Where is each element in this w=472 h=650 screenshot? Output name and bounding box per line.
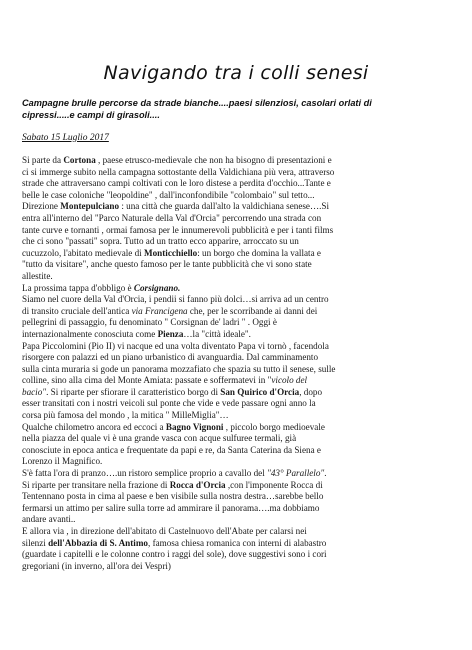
text-run: di transito cruciale dell'antica xyxy=(22,305,132,316)
text-run: belle le case coloniche "leopoldine" , dall'inconfondibile "colombaio" sul tetto... xyxy=(22,189,315,200)
body-text-line xyxy=(22,364,452,376)
text-run: , piccolo borgo medioevale xyxy=(223,421,325,432)
text-run: nella piazza del quale vi è una grande vasca con acque sulfuree termali, già xyxy=(22,433,297,444)
text-run: . Si riparte per sfiorare il caratteristico borgo di xyxy=(46,386,221,397)
text-run: La prossima tappa d'obbligo è xyxy=(22,282,134,293)
text-run: Lorenzo il Magnifico. xyxy=(22,456,103,467)
body-text-line xyxy=(22,341,452,353)
place-name: dell'Abbazia di S. Antimo xyxy=(48,537,148,548)
text-run: . xyxy=(324,468,327,479)
text-run: allestite. xyxy=(22,270,53,281)
body-text-line xyxy=(22,387,452,399)
body-text-line xyxy=(22,271,452,283)
text-run: gregoriani (in inverno, all'ora dei Vespri) xyxy=(22,560,171,571)
body-text-line xyxy=(22,352,452,364)
text-run: entra all'interno del "Parco Naturale della Val d'Orcia" percorrendo una strada con xyxy=(22,212,322,223)
body-text-line xyxy=(22,503,452,515)
text-run: fermarsi un attimo per salire sulla torre ad ammirare il panorama….ma dobbiamo xyxy=(22,502,320,513)
body-text-line xyxy=(22,283,452,295)
body-text-line xyxy=(22,561,452,573)
text-run: ,con l'imponente Rocca di xyxy=(225,479,323,490)
document-subtitle xyxy=(22,97,454,121)
emphasis-text: vicolo del xyxy=(271,375,308,386)
place-name: Bagno Vignoni xyxy=(165,421,224,432)
body-text-line xyxy=(22,468,452,480)
body-text-line xyxy=(22,201,452,213)
text-run: ci si immerge subito nella campagna sottostante della Valdichiana più vera, attraverso xyxy=(22,166,335,177)
text-run: cucuzzolo, l'abitato medievale di xyxy=(22,247,144,258)
text-run: Papa Piccolomini (Pio II) vi nacque ed una volta diventato Papa vi tornò , facendola xyxy=(22,340,329,351)
text-run: Si parte da xyxy=(22,155,64,165)
text-run: E allora via , in direzione dell'abitato di Castelnuovo dell'Abate per calarsi nei xyxy=(22,526,307,536)
body-text-line xyxy=(22,445,452,457)
body-text-line xyxy=(22,329,452,341)
body-text-line xyxy=(22,514,452,526)
body-text-line xyxy=(22,213,452,225)
text-run: (guardate i capitelli e le colonne contro i raggi del sole), dove suggestivi sono i cori xyxy=(22,549,327,560)
text-run: Direzione xyxy=(22,201,61,212)
text-run: corsa più famosa del mondo , la mitica " MilleMiglia"… xyxy=(22,410,229,421)
document-body xyxy=(22,155,452,572)
emphasis-text: "43° Parallelo" xyxy=(267,468,325,479)
body-text-line xyxy=(22,167,452,179)
text-run: Siamo nel cuore della Val d'Orcia, i pendii si fanno più dolci…si arriva ad un centro xyxy=(22,294,329,305)
text-run: andare avanti.. xyxy=(22,514,76,525)
text-run: , dopo xyxy=(299,386,323,397)
body-text-line xyxy=(22,259,452,271)
body-text-line xyxy=(22,248,452,260)
body-text-line xyxy=(22,410,452,422)
text-run: S'è fatta l'ora di pranzo….un ristoro semplice proprio a cavallo del xyxy=(22,468,268,479)
place-name: Cortona xyxy=(63,155,96,165)
emphasis-text: bacio" xyxy=(22,386,47,397)
body-text-line xyxy=(22,236,452,248)
text-run: che ci sono "passati" sopra. Tutto ad un tratto ecco apparire, arroccato su un xyxy=(22,236,299,247)
text-run: strade che attraversano campi coltivati con le loro distese a perdita d'occhio...Tante e xyxy=(22,178,331,189)
body-text-line xyxy=(22,317,452,329)
subtitle-line-2: cipressi.....e campi di girasoli.... xyxy=(22,110,160,120)
document-date: Sabato 15 Luglio 2017 xyxy=(22,133,109,143)
body-text-line xyxy=(22,294,452,306)
text-run: silenzi xyxy=(22,537,49,548)
text-run: colline, sino alla cima del Monte Amiata: passate e soffermatevi in " xyxy=(22,375,272,386)
body-text-line xyxy=(22,155,452,167)
body-text-line xyxy=(22,433,452,445)
place-name: Corsignano. xyxy=(133,282,181,293)
place-name: San Quirico d'Orcia xyxy=(220,386,300,397)
text-run: …la "città ideale". xyxy=(183,328,251,339)
text-run: esser transitati con i nostri veicoli sul ponte che vide e vede passare ogni anno la xyxy=(22,398,316,409)
body-text-line xyxy=(22,398,452,410)
text-run: conosciute in epoca antica e frequentate da papi e re, da Santa Caterina da Siena e xyxy=(22,444,321,455)
text-run: "tutto da visitare", anche questo famoso per le tante pubblicità che vi sono state xyxy=(22,259,312,270)
text-run: : un borgo che domina la vallata e xyxy=(197,247,321,258)
place-name: Rocca d'Orcia xyxy=(169,479,226,490)
body-text-line xyxy=(22,375,452,387)
body-text-line xyxy=(22,178,452,190)
body-text-line xyxy=(22,538,452,550)
place-name: Monticchiello xyxy=(144,247,198,258)
place-name: Pienza xyxy=(157,328,184,339)
text-run: , paese etrusco-medievale che non ha bisogno di presentazioni e xyxy=(95,155,332,165)
text-run: internazionalmente conosciuta come xyxy=(22,328,158,339)
body-text-line xyxy=(22,480,452,492)
body-text-line xyxy=(22,225,452,237)
text-run: : una città che guarda dall'alto la valdichiana senese….Si xyxy=(119,201,329,212)
body-text-line xyxy=(22,526,452,538)
subtitle-line-1: Campagne brulle percorse da strade bianche....paesi silenziosi, casolari orlati di xyxy=(22,98,372,108)
body-text-line xyxy=(22,422,452,434)
body-text-line xyxy=(22,456,452,468)
body-text-line xyxy=(22,306,452,318)
text-run: sulla cinta muraria si gode un panorama mozzafiato che spazia su tutto il senese, sulle xyxy=(22,363,336,374)
document-title: Navigando tra i colli senesi xyxy=(103,62,369,84)
text-run: tante curve e tornanti , ormai famosa per le innumerevoli pubblicità e per i tanti films xyxy=(22,224,334,235)
text-run: Tentennano posta in cima al paese e ben visibile sulla nostra destra…sarebbe bello xyxy=(22,491,324,502)
text-run: , famosa chiesa romanica con interni di alabastro xyxy=(148,537,327,548)
text-run: pellegrini di passaggio, fu denominato " Corsignan de' ladri " . Oggi è xyxy=(22,317,277,328)
text-run: che, per le scorribande ai danni dei xyxy=(187,305,318,316)
text-run: risorgere con palazzi ed un piano urbanistico di avanguardia. Dal camminamento xyxy=(22,352,319,363)
body-text-line xyxy=(22,491,452,503)
body-text-line xyxy=(22,190,452,202)
emphasis-text: via Francigena xyxy=(131,305,188,316)
text-run: Si riparte per transitare nella frazione di xyxy=(22,479,170,490)
body-text-line xyxy=(22,549,452,561)
place-name: Montepulciano xyxy=(60,201,120,212)
text-run: Qualche chilometro ancora ed eccoci a xyxy=(22,421,166,432)
